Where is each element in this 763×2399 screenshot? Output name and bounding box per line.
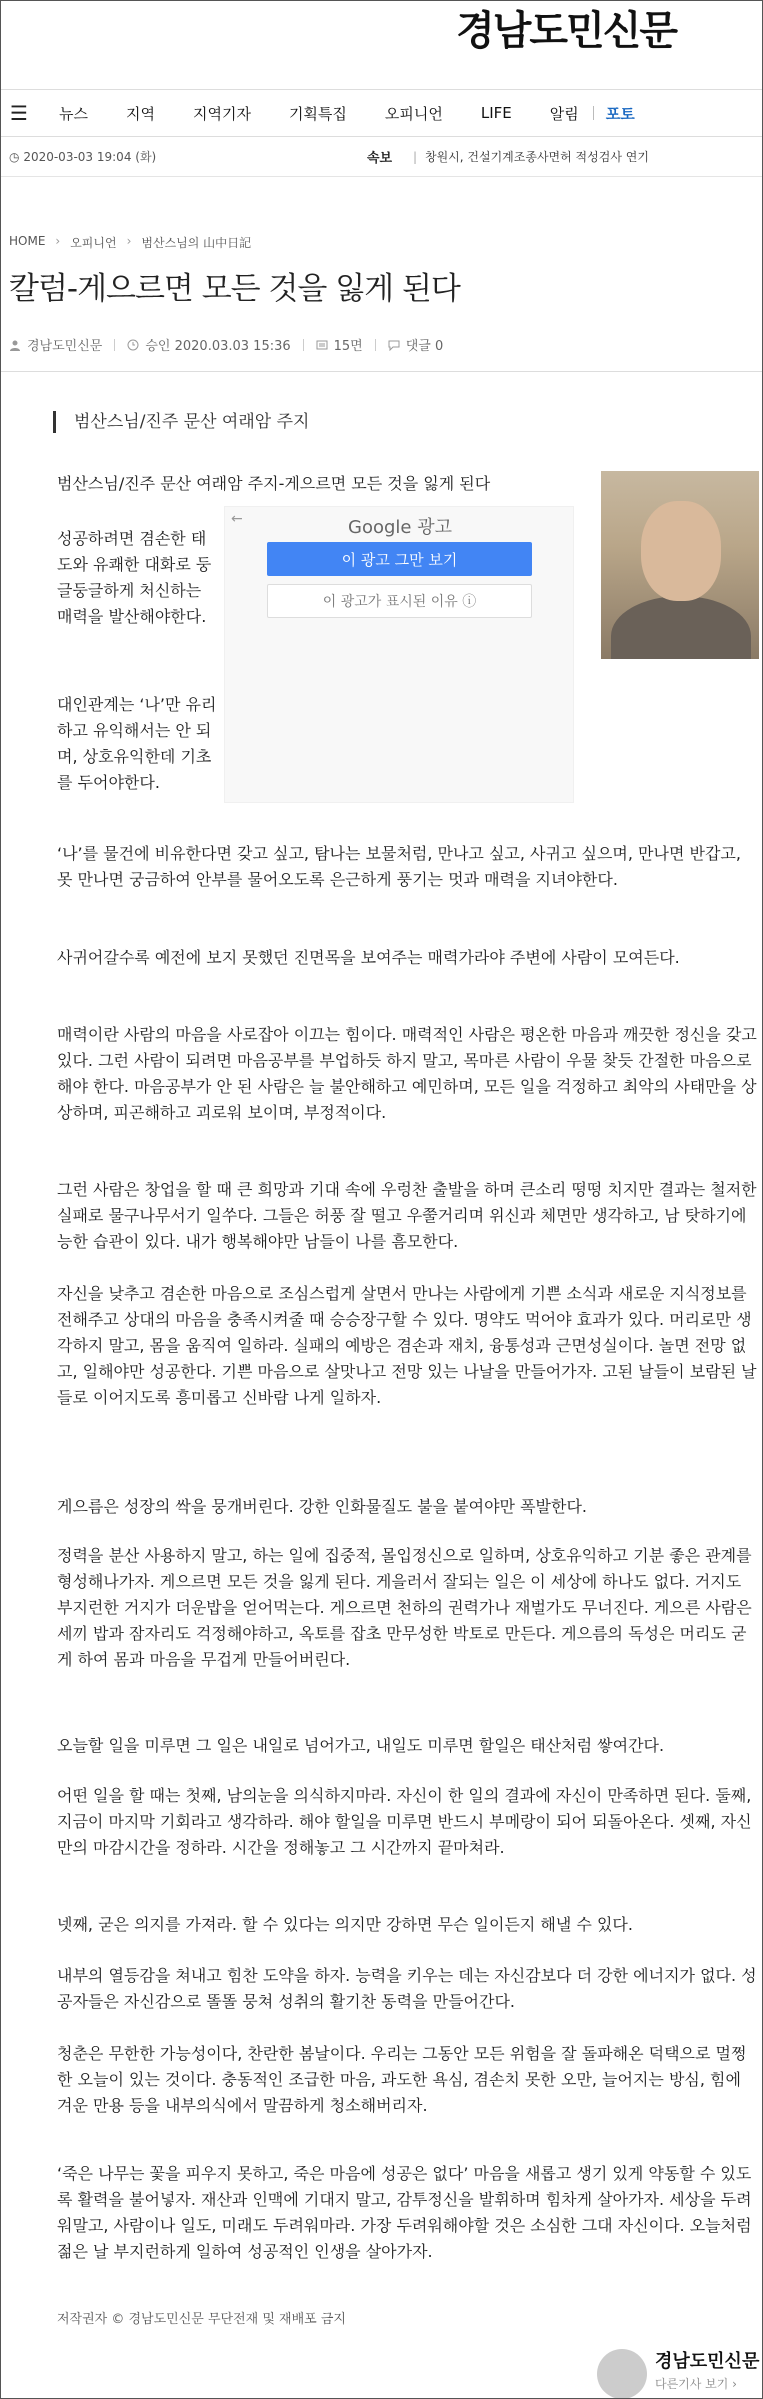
article-paragraph: 게으름은 성장의 싹을 뭉개버린다. 강한 인화물질도 불을 붙여야만 폭발한다. [57, 1497, 587, 1516]
stop-ad-button[interactable]: 이 광고 그만 보기 [267, 542, 532, 576]
article-paragraph: 대인관계는 ‘나’만 유리하고 유익해서는 안 되며, 상호유익한데 기초를 두어야한다. [57, 695, 217, 792]
more-articles-link[interactable]: 다른기사 보기 › [655, 2377, 737, 2391]
pages-meta: 15면 [316, 335, 363, 354]
clock-icon: ◷ [9, 150, 20, 164]
current-date: ◷ 2020-03-03 19:04 (화) [9, 150, 157, 164]
breadcrumb-opinion[interactable]: 오피니언 [70, 236, 117, 250]
article-paragraph: ‘죽은 나무는 꽃을 피우지 못하고, 죽은 마음에 성공은 없다’ 마음을 새롭고 생기 있게 약동할 수 있도록 활력을 불어넣자. 재산과 인맥에 기대지 말고, 감투정신을 발휘하며 힘차게 살아가자. 세상을 두려워말고, 사람이나 일도, 미래도 두려워마라. 가장 두려워해야할 것은 소심한 그대 자신이다. 오늘처럼 젊은 날 부지런하게 일하여 성공적인 인생을 살아가자. [57, 2164, 752, 2261]
article-paragraph: 사귀어갈수록 예전에 보지 못했던 진면목을 보여주는 매력가라야 주변에 사람이 모여든다. [57, 948, 680, 967]
back-arrow-icon[interactable]: ← [231, 511, 243, 527]
info-bar [1, 137, 762, 177]
divider [1, 371, 762, 372]
chevron-right-icon: › [55, 234, 61, 248]
article-meta [9, 335, 443, 354]
approved-meta: 승인 2020.03.03 15:36 [127, 335, 290, 354]
nav-item-notice[interactable]: 알림 [549, 104, 579, 123]
author-meta: 경남도민신문 [9, 335, 102, 354]
meta-divider [375, 339, 376, 351]
article-paragraph: 내부의 열등감을 쳐내고 힘찬 도약을 하자. 능력을 키우는 데는 자신감보다 더 강한 에너지가 없다. 성공자들은 자신감으로 똘똘 뭉쳐 성취의 활기찬 동력을 만들어간다. [57, 1966, 757, 2011]
nav-item-region-reporter[interactable]: 지역기자 [192, 104, 251, 123]
article-paragraph: 성공하려면 겸손한 태도와 유쾌한 대화로 둥글둥글하게 처신하는 매력을 발산해야한다. [57, 529, 212, 626]
article-paragraph: 자신을 낮추고 겸손한 마음으로 조심스럽게 살면서 만나는 사람에게 기쁜 소식과 새로운 지식정보를 전해주고 상대의 마음을 충족시켜줄 때 승승장구할 수 있다. 명약도 먹어야 효과가 있다. 머리로만 생각하지 말고, 몸을 움직여 일하라. 실패의 예방은 겸손과 재치, 융통성과 근면성실이다. 놀면 전망 없고, 일해야만 성공한다. 기쁜 마음으로 살맛나고 전망 있는 나날을 만들어가자. 고된 날들이 보람된 날들로 이어지도록 흥미롭고 신바람 나게 일하자. [57, 1284, 757, 1407]
article-paragraph: 어떤 일을 할 때는 첫째, 남의눈을 의식하지마라. 자신이 한 일의 결과에 자신이 만족하면 된다. 둘째, 지금이 마지막 기회라고 생각하라. 해야 할일을 미루면 반드시 부메랑이 되어 되돌아온다. 셋째, 자신만의 마감시간을 정하라. 시간을 정해놓고 그 시간까지 끝마쳐라. [57, 1786, 752, 1857]
nav-divider [593, 106, 594, 120]
meta-divider [114, 339, 115, 351]
article-intro: 범산스님/진주 문산 여래암 주지-게으르면 모든 것을 잃게 된다 [57, 474, 491, 493]
breadcrumb-home[interactable]: HOME [9, 234, 46, 248]
breaking-divider: | [413, 149, 418, 164]
chevron-right-icon: › [126, 234, 132, 248]
main-nav [1, 89, 762, 137]
article-paragraph: 매력이란 사람의 마음을 사로잡아 이끄는 힘이다. 매력적인 사람은 평온한 마음과 깨끗한 정신을 갖고 있다. 그런 사람이 되려면 마음공부를 부업하듯 하지 말고, 목마른 사람이 우물 찾듯 간절한 마음으로 해야 한다. 마음공부가 안 된 사람은 늘 불안해하고 예민하며, 모든 일을 걱정하고 최악의 사태만을 상상하며, 피곤해하고 괴로워 보이며, 부정적이다. [57, 1025, 757, 1122]
nav-item-photo[interactable]: 포토 [605, 104, 635, 123]
nav-item-life[interactable]: LIFE [480, 104, 512, 122]
article-paragraph: ‘나’를 물건에 비유한다면 갖고 싶고, 탐나는 보물처럼, 만나고 싶고, 사귀고 싶으며, 만나면 반갑고, 못 만나면 궁금하여 안부를 물어오도록 은근하게 풍기는 멋과 매력을 지녀야한다. [57, 844, 741, 889]
nav-item-news[interactable]: 뉴스 [59, 104, 88, 123]
comments-meta[interactable]: 댓글 0 [388, 335, 444, 354]
article-paragraph: 정력을 분산 사용하지 말고, 하는 일에 집중적, 몰입정신으로 일하며, 상호유익하고 기분 좋은 관계를 형성해나가자. 게으르면 모든 것을 잃게 된다. 게을러서 잘되는 일은 이 세상에 하나도 없다. 거지도 부지런한 거지가 더운밥을 얻어먹는다. 게으르면 천하의 권력가나 재벌가도 무너진다. 게으른 사람은 세끼 밥과 잠자리도 걱정해야하고, 옥토를 잡초 만무성한 박토로 만든다. 게으름의 독성은 머리도 굳게 하여 몸과 마음을 무겁게 만들어버린다. [57, 1546, 752, 1669]
footer-brand: 경남도민신문 [655, 2351, 760, 2372]
newspaper-icon [316, 339, 328, 351]
clock-icon [127, 339, 139, 351]
comment-icon [388, 339, 400, 351]
hamburger-icon[interactable]: ☰ [10, 101, 28, 125]
article-paragraph: 넷째, 굳은 의지를 가져라. 할 수 있다는 의지만 강하면 무슨 일이든지 해낼 수 있다. [57, 1915, 633, 1934]
ad-panel [224, 506, 574, 803]
meta-divider [303, 339, 304, 351]
article-paragraph: 오늘할 일을 미루면 그 일은 내일로 넘어가고, 내일도 미루면 할일은 태산처럼 쌓여간다. [57, 1736, 665, 1755]
site-logo[interactable]: 경남도민신문 [456, 8, 676, 54]
page-title: 칼럼-게으르면 모든 것을 잃게 된다 [9, 271, 460, 307]
nav-item-special[interactable]: 기획특집 [288, 104, 347, 123]
article-paragraph: 그런 사람은 창업을 할 때 큰 희망과 기대 속에 우렁찬 출발을 하며 큰소리 떵떵 치지만 결과는 철저한 실패로 물구나무서기 일쑤다. 그들은 허풍 잘 떨고 우쭐거리며 위신과 체면만 생각하고, 남 탓하기에 능한 습관이 있다. 내가 행복해야만 남들이 나를 흠모한다. [57, 1180, 757, 1251]
nav-item-opinion[interactable]: 오피니언 [384, 104, 443, 123]
article-subhead: 범산스님/진주 문산 여래암 주지 [53, 411, 309, 433]
breaking-news-link[interactable]: 창원시, 건설기계조종사면허 적성검사 연기 [425, 150, 649, 164]
author-photo [601, 471, 759, 659]
copyright-notice: 저작권자 © 경남도민신문 무단전재 및 재배포 금지 [57, 2312, 346, 2327]
breaking-label: 속보 [367, 151, 393, 166]
breadcrumb-section[interactable]: 범산스님의 山中日記 [141, 236, 252, 250]
avatar [597, 2349, 647, 2399]
ad-brand: Google 광고 [348, 517, 452, 538]
breadcrumb [9, 234, 251, 251]
why-ad-button[interactable]: 이 광고가 표시된 이유 ⓘ [267, 584, 532, 618]
nav-item-region[interactable]: 지역 [125, 104, 155, 123]
user-icon [9, 339, 21, 351]
article-paragraph: 청춘은 무한한 가능성이다, 찬란한 봄날이다. 우리는 그동안 모든 위험을 잘 돌파해온 덕택으로 멀쩡한 오늘이 있는 것이다. 충동적인 조급한 마음, 과도한 욕심, 겸손치 못한 오만, 늘어지는 방심, 힘에 겨운 만용 등을 내부의식에서 말끔하게 청소해버리자. [57, 2044, 747, 2115]
